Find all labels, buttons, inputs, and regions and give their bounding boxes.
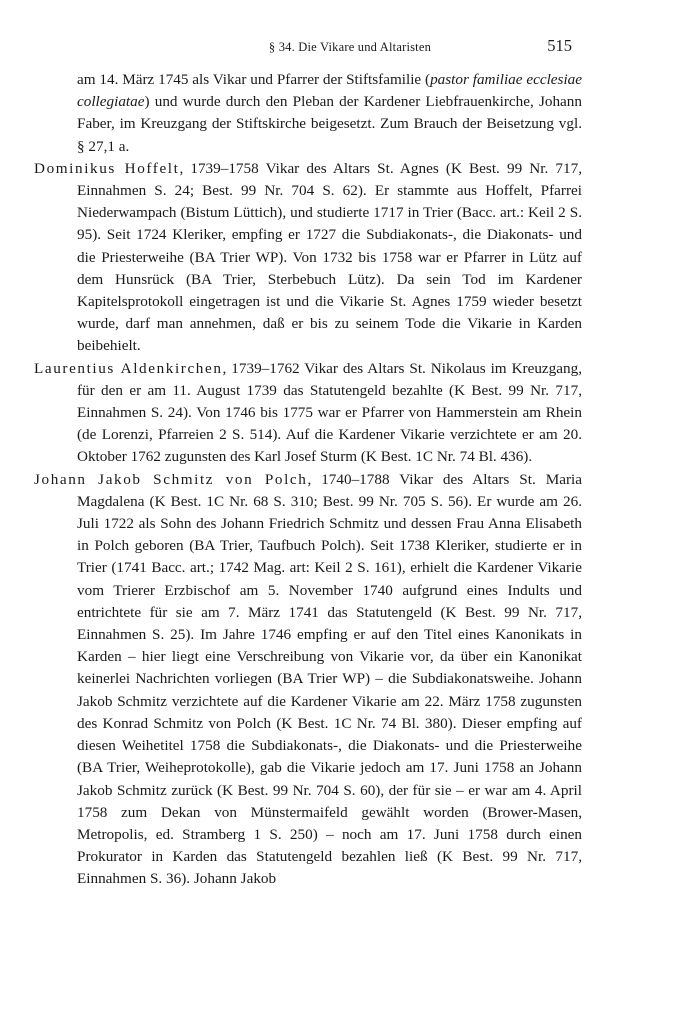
body-text — [34, 69, 582, 891]
entry-text: , 1740–1788 Vikar des Altars St. Maria Magdalena (K Best. 1C Nr. 68 S. 310; Best. 99 Nr. 705 S. 56). Er wurde am 26. Juli 1722 als Sohn des Johann Friedrich Schmitz und dessen Frau Anna Elisabeth in Polch geboren (BA Trier, Taufbuch Polch). Seit 1738 Kleriker, studierte er in Trier (1741 Bacc. art.; 1742 Mag. art: Keil 2 S. 161), erhielt die Kardener Vikarie vom Trierer Erzbischof am 5. November 1740 aufgrund eines Indults und entrichtete für sie am 7. März 1741 das Statutengeld (K Best. 99 Nr. 717, Einnahmen S. 25). Im Jahre 1746 empfing er auf den Titel eines Kanonikats in Karden – hier liegt eine Verschreibung von Vikarie vor, da über ein Kanonikat keinerlei Nachrichten vorliegen (BA Trier WP) – die Subdiakonatsweihe. Johann Jakob Schmitz verzichtete auf die Kardener Vikarie am 22. März 1758 zugunsten des Konrad Schmitz von Polch (K Best. 1C Nr. 74 Bl. 380). Dieser empfing auf diesen Weihetitel 1758 die Subdiakonats-, die Diakonats- und die Priesterweihe (BA Trier, Weiheprotokolle), gab die Vikarie jedoch am 17. Juni 1758 an Johann Jakob Schmitz zurück (K Best. 99 Nr. 704 S. 60), der für sie – er war am 4. April 1758 zum Dekan von Münstermaifeld gewählt worden (Brower-Masen, Metropolis, ed. Stramberg 1 S. 250) – noch am 17. Juni 1758 durch einen Prokurator in Karden das Statutengeld bezahlen ließ (K Best. 99 Nr. 717, Einnahmen S. 36). Johann Jakob — [77, 470, 582, 888]
entry-text: ) und wurde durch den Pleban der Kardener Liebfrauenkirche, Johann Faber, im Kreuzgang der Stiftskirche beigesetzt. Zum Brauch der Beisetzung vgl. § 27,1 a. — [77, 93, 582, 155]
entry — [34, 469, 582, 891]
entry — [34, 358, 582, 469]
entry-text: , 1739–1758 Vikar des Altars St. Agnes (K Best. 99 Nr. 717, Einnahmen S. 24; Best. 99 Nr. 704 S. 62). Er stammte aus Hoffelt, Pfarrei Niederwampach (Bistum Lüttich), und studierte 1717 in Trier (Bacc. art.: Keil 2 S. 95). Seit 1724 Kleriker, empfing er 1727 die Subdiakonats-, die Diakonats- und die Priesterweihe (BA Trier WP). Von 1732 bis 1758 war er Pfarrer in Lütz auf dem Hunsrück (BA Trier, Sterbebuch Lütz). Da sein Tod im Kardener Kapitelsprotokoll eingetragen ist und die Vikarie St. Agnes 1759 wieder besetzt wurde, darf man annehmen, daß er bis zu seinem Tode die Vikarie in Karden beibehielt. — [77, 159, 583, 355]
running-head — [30, 36, 670, 60]
entry-name: Laurentius Aldenkirchen — [34, 359, 223, 377]
running-title: § 34. Die Vikare und Altaristen — [268, 40, 432, 54]
entry-text: am 14. März 1745 als Vikar und Pfarrer der Stiftsfamilie ( — [77, 71, 431, 88]
page-number: 515 — [547, 36, 572, 55]
entry-text-italic: pastor familiae ecclesiae collegiatae — [77, 71, 582, 111]
entry-text: , 1739–1762 Vikar des Altars St. Nikolaus im Kreuzgang, für den er am 11. August 1739 das Statutengeld bezahlte (K Best. 99 Nr. 717, Einnahmen S. 24). Von 1746 bis 1775 war er Pfarrer von Hammerstein am Rhein (de Lorenzi, Pfarreien 2 S. 514). Auf die Kardener Vikarie verzichtete er am 20. Oktober 1762 zugunsten des Karl Josef Sturm (K Best. 1C Nr. 74 Bl. 436). — [77, 359, 582, 466]
entry — [34, 158, 582, 358]
entry-continuation — [34, 69, 582, 158]
entry-name: Dominikus Hoffelt — [34, 159, 180, 177]
entry-name: Johann Jakob Schmitz von Polch — [34, 470, 308, 488]
